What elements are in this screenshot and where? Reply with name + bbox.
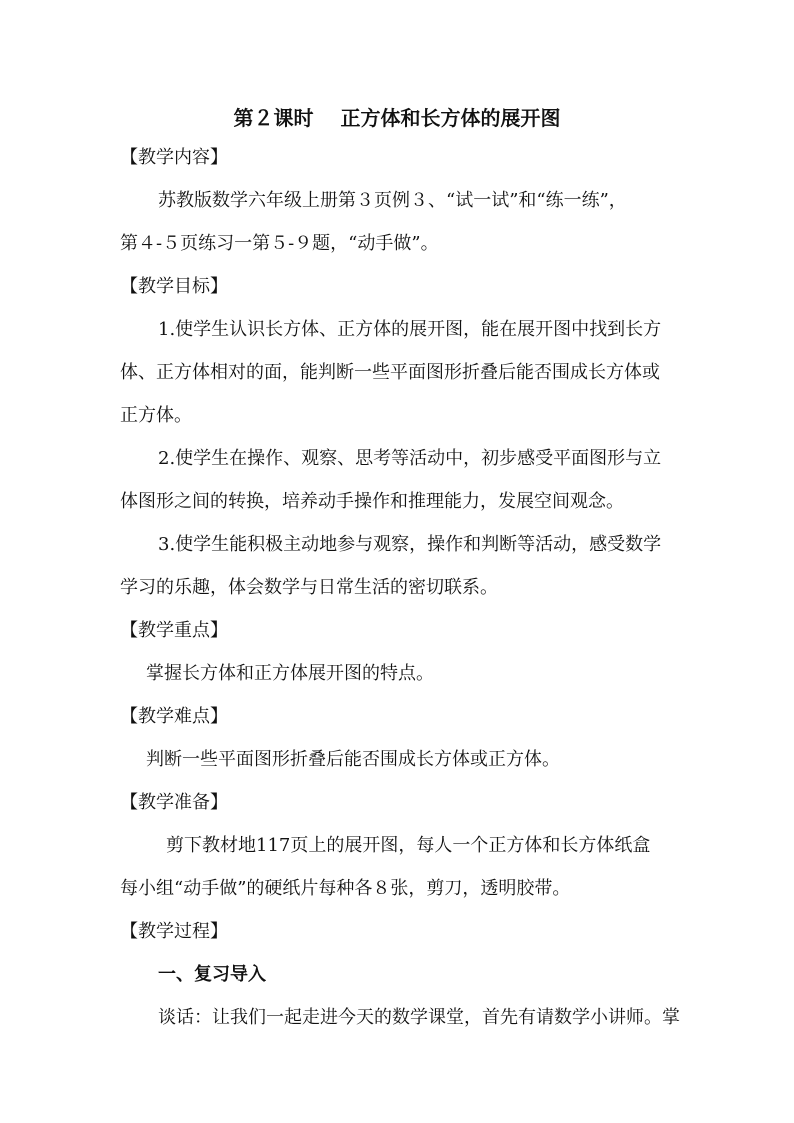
section-heading-preparation: 【教学准备】 [120, 792, 228, 813]
process-subheading: 一、复习导入 [158, 964, 266, 985]
preparation-line-1: 剪下教材地117页上的展开图，每人一个正方体和长方体纸盒 [166, 835, 651, 856]
content-line-1: 苏教版数学六年级上册第３页例３、“试一试”和“练一练”， [158, 190, 627, 211]
goals-line-5: 体图形之间的转换，培养动手操作和推理能力，发展空间观念。 [120, 491, 624, 512]
goals-line-3: 正方体。 [120, 405, 192, 426]
process-line-1: 谈话：让我们一起走进今天的数学课堂，首先有请数学小讲师。掌 [158, 1007, 680, 1028]
section-heading-goals: 【教学目标】 [120, 276, 228, 297]
preparation-line-2: 每小组“动手做”的硬纸片每种各８张，剪刀，透明胶带。 [120, 878, 571, 899]
section-heading-content: 【教学内容】 [120, 147, 228, 168]
section-heading-difficulties: 【教学难点】 [120, 706, 228, 727]
goals-line-6: 3.使学生能积极主动地参与观察，操作和判断等活动，感受数学 [158, 534, 662, 555]
page-title: 第２课时 正方体和长方体的展开图 [233, 106, 561, 130]
section-heading-key-points: 【教学重点】 [120, 620, 228, 641]
goals-line-1: 1.使学生认识长方体、正方体的展开图，能在展开图中找到长方 [158, 319, 662, 340]
difficulties-line-1: 判断一些平面图形折叠后能否围成长方体或正方体。 [146, 749, 560, 770]
goals-line-2: 体、正方体相对的面，能判断一些平面图形折叠后能否围成长方体或 [120, 362, 660, 383]
section-heading-process: 【教学过程】 [120, 921, 228, 942]
key-points-line-1: 掌握长方体和正方体展开图的特点。 [146, 663, 434, 684]
goals-line-7: 学习的乐趣，体会数学与日常生活的密切联系。 [120, 577, 498, 598]
goals-line-4: 2.使学生在操作、观察、思考等活动中，初步感受平面图形与立 [158, 448, 662, 469]
content-line-2: 第４-５页练习一第５-９题，“动手做”。 [120, 233, 439, 254]
